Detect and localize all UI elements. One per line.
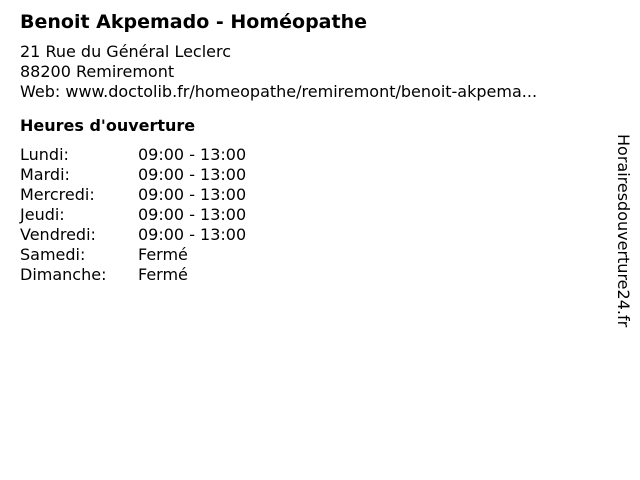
- address-block: [20, 42, 600, 102]
- time-value: 09:00 - 13:00: [138, 185, 247, 204]
- time-value: Fermé: [138, 245, 188, 264]
- time-value: Fermé: [138, 265, 188, 284]
- hours-row-thursday: [20, 205, 600, 225]
- website-link[interactable]: Web: www.doctolib.fr/homeopathe/remiremont/benoit-akpema...: [20, 82, 538, 101]
- site-watermark: Horairesdouverture24.fr: [614, 134, 633, 328]
- hours-row-friday: [20, 225, 600, 245]
- day-label: Dimanche:: [20, 265, 107, 284]
- day-label: Lundi:: [20, 145, 69, 164]
- hours-row-monday: [20, 145, 600, 165]
- city-address: 88200 Remiremont: [20, 62, 175, 81]
- day-label: Mardi:: [20, 165, 70, 184]
- hours-row-wednesday: [20, 185, 600, 205]
- hours-row-saturday: [20, 245, 600, 265]
- day-label: Samedi:: [20, 245, 86, 264]
- day-label: Vendredi:: [20, 225, 96, 244]
- day-label: Jeudi:: [20, 205, 65, 224]
- opening-hours-list: [20, 145, 600, 285]
- business-card: [20, 10, 600, 285]
- time-value: 09:00 - 13:00: [138, 225, 247, 244]
- day-label: Mercredi:: [20, 185, 95, 204]
- time-value: 09:00 - 13:00: [138, 165, 247, 184]
- business-name: Benoit Akpemado - Homéopathe: [20, 11, 367, 33]
- street-address: 21 Rue du Général Leclerc: [20, 42, 232, 61]
- time-value: 09:00 - 13:00: [138, 205, 247, 224]
- hours-row-tuesday: [20, 165, 600, 185]
- time-value: 09:00 - 13:00: [138, 145, 247, 164]
- opening-hours-heading: Heures d'ouverture: [20, 116, 196, 135]
- hours-row-sunday: [20, 265, 600, 285]
